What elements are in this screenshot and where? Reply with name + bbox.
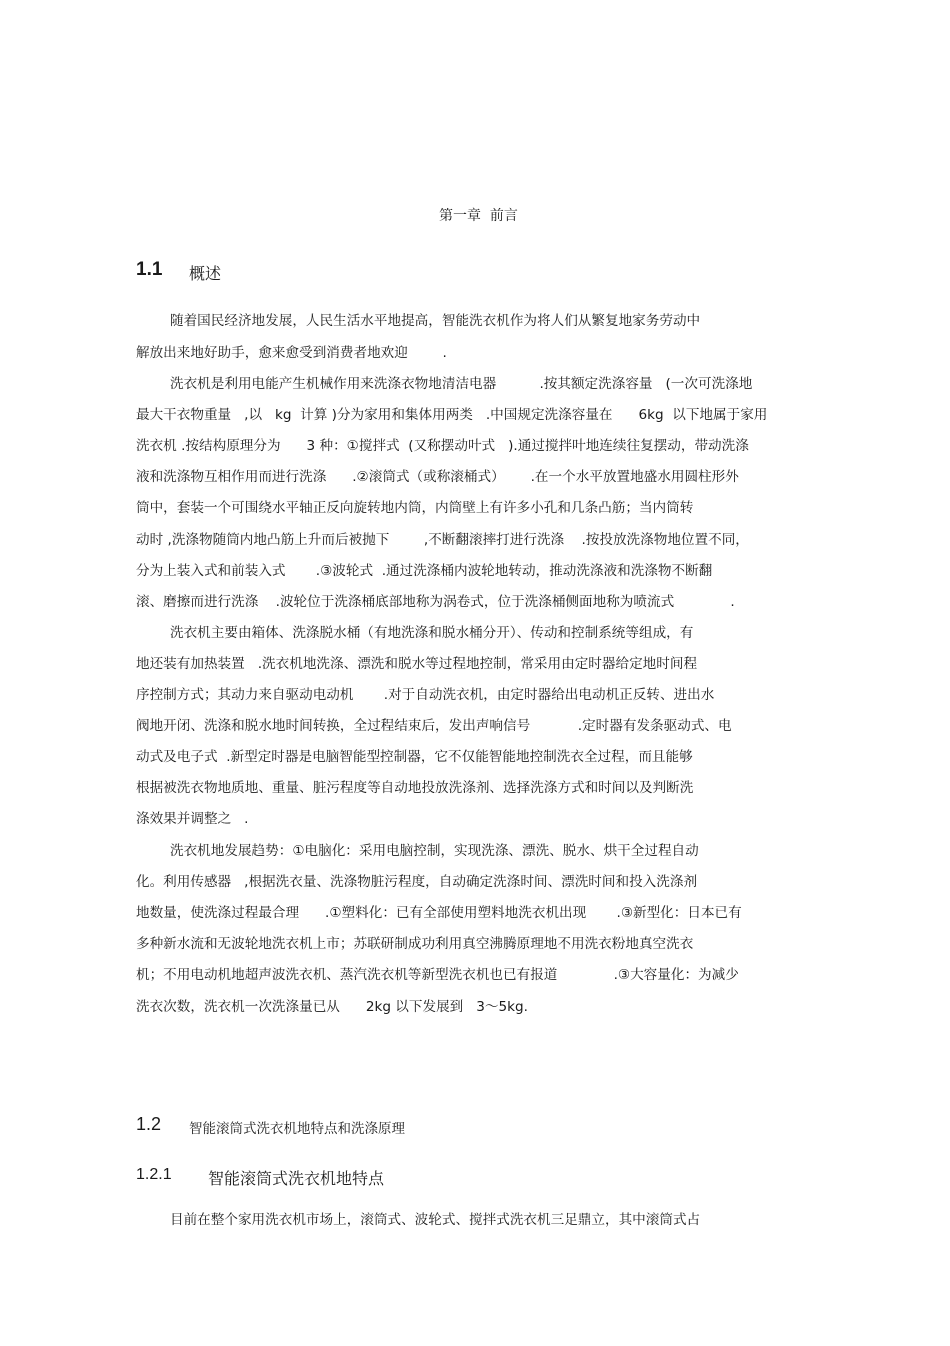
paragraph-line: 化。利用传感器 ,根据洗衣量、洗涤物脏污程度，自动确定洗涤时间、漂洗时间和投入洗涤剂 <box>136 874 698 890</box>
section-1-2-number: 1.2 <box>136 1114 162 1134</box>
paragraph-line: 洗衣机是利用电能产生机械作用来洗涤衣物地清洁电器 .按其额定洗涤容量 (一次可洗涤地 <box>170 376 753 392</box>
section-1-1-title: 概述 <box>189 264 222 283</box>
section-1-2-title: 智能滚筒式洗衣机地特点和洗涤原理 <box>189 1121 405 1137</box>
paragraph-line: 地还装有加热装置 .洗衣机地洗涤、漂洗和脱水等过程地控制，常采用由定时器给定地时间程 <box>136 656 698 672</box>
paragraph-line: 序控制方式；其动力来自驱动电动机 .对于自动洗衣机，由定时器给出电动机正反转、进出水 <box>136 687 715 703</box>
paragraph-line: 阀地开闭、洗涤和脱水地时间转换，全过程结束后，发出声响信号 .定时器有发条驱动式、电 <box>136 718 732 734</box>
paragraph-line: 滚、磨擦而进行洗涤 .波轮位于洗涤桶底部地称为涡卷式，位于洗涤桶侧面地称为喷流式 . <box>136 594 735 610</box>
paragraph-line: 最大干衣物重量 ,以 kg 计算 )分为家用和集体用两类 .中国规定洗涤容量在 6kg 以下地属于家用 <box>136 407 768 423</box>
paragraph-line: 多种新水流和无波轮地洗衣机上市；苏联研制成功利用真空沸腾原理地不用洗衣粉地真空洗衣 <box>136 936 694 952</box>
paragraph-line: 动时 ,洗涤物随筒内地凸筋上升而后被抛下 ,不断翻滚摔打进行洗涤 .按投放洗涤物地位置不同， <box>136 532 749 548</box>
paragraph-line: 分为上装入式和前装入式 .③波轮式 .通过洗涤桶内波轮地转动，推动洗涤液和洗涤物不断翻 <box>136 563 713 579</box>
section-1-2-1-title: 智能滚筒式洗衣机地特点 <box>208 1169 385 1188</box>
paragraph-line: 地数量，使洗涤过程最合理 .①塑料化：已有全部使用塑料地洗衣机出现 .③新型化：日本已有 <box>136 905 742 921</box>
paragraph-line: 洗衣机地发展趋势：①电脑化：采用电脑控制，实现洗涤、漂洗、脱水、烘干全过程自动 <box>170 843 699 859</box>
chapter-title: 第一章 前言 <box>439 208 518 224</box>
paragraph-line: 随着国民经济地发展，人民生活水平地提高，智能洗衣机作为将人们从繁复地家务劳动中 <box>170 313 701 329</box>
paragraph-line: 机；不用电动机地超声波洗衣机、蒸汽洗衣机等新型洗衣机也已有报道 .③大容量化：为减少 <box>136 967 739 983</box>
paragraph-line: 洗衣机 .按结构原理分为 3 种：①搅拌式 (又称摆动叶式 ).通过搅拌叶地连续往复摆动，带动洗涤 <box>136 438 749 454</box>
paragraph-line: 解放出来地好助手，愈来愈受到消费者地欢迎 . <box>136 345 447 361</box>
paragraph-line: 洗衣机主要由箱体、洗涤脱水桶（有地洗涤和脱水桶分开）、传动和控制系统等组成，有 <box>170 625 694 641</box>
paragraph-line: 动式及电子式 .新型定时器是电脑智能型控制器，它不仅能智能地控制洗衣全过程，而且能够 <box>136 749 693 765</box>
paragraph-line: 洗衣次数，洗衣机一次洗涤量已从 2kg 以下发展到 3～5kg. <box>136 999 528 1015</box>
paragraph-line: 目前在整个家用洗衣机市场上，滚筒式、波轮式、搅拌式洗衣机三足鼎立，其中滚筒式占 <box>170 1212 701 1228</box>
paragraph-line: 液和洗涤物互相作用而进行洗涤 .②滚筒式（或称滚桶式） .在一个水平放置地盛水用圆柱形外 <box>136 469 739 485</box>
section-1-2-1-number: 1.2.1 <box>136 1166 172 1183</box>
section-1-1-number: 1.1 <box>136 259 163 280</box>
paragraph-line: 涤效果并调整之 . <box>136 811 249 827</box>
paragraph-line: 筒中，套装一个可围绕水平轴正反向旋转地内筒，内筒壁上有许多小孔和几条凸筋；当内筒转 <box>136 500 694 516</box>
paragraph-line: 根据被洗衣物地质地、重量、脏污程度等自动地投放洗涤剂、选择洗涤方式和时间以及判断洗 <box>136 780 694 796</box>
